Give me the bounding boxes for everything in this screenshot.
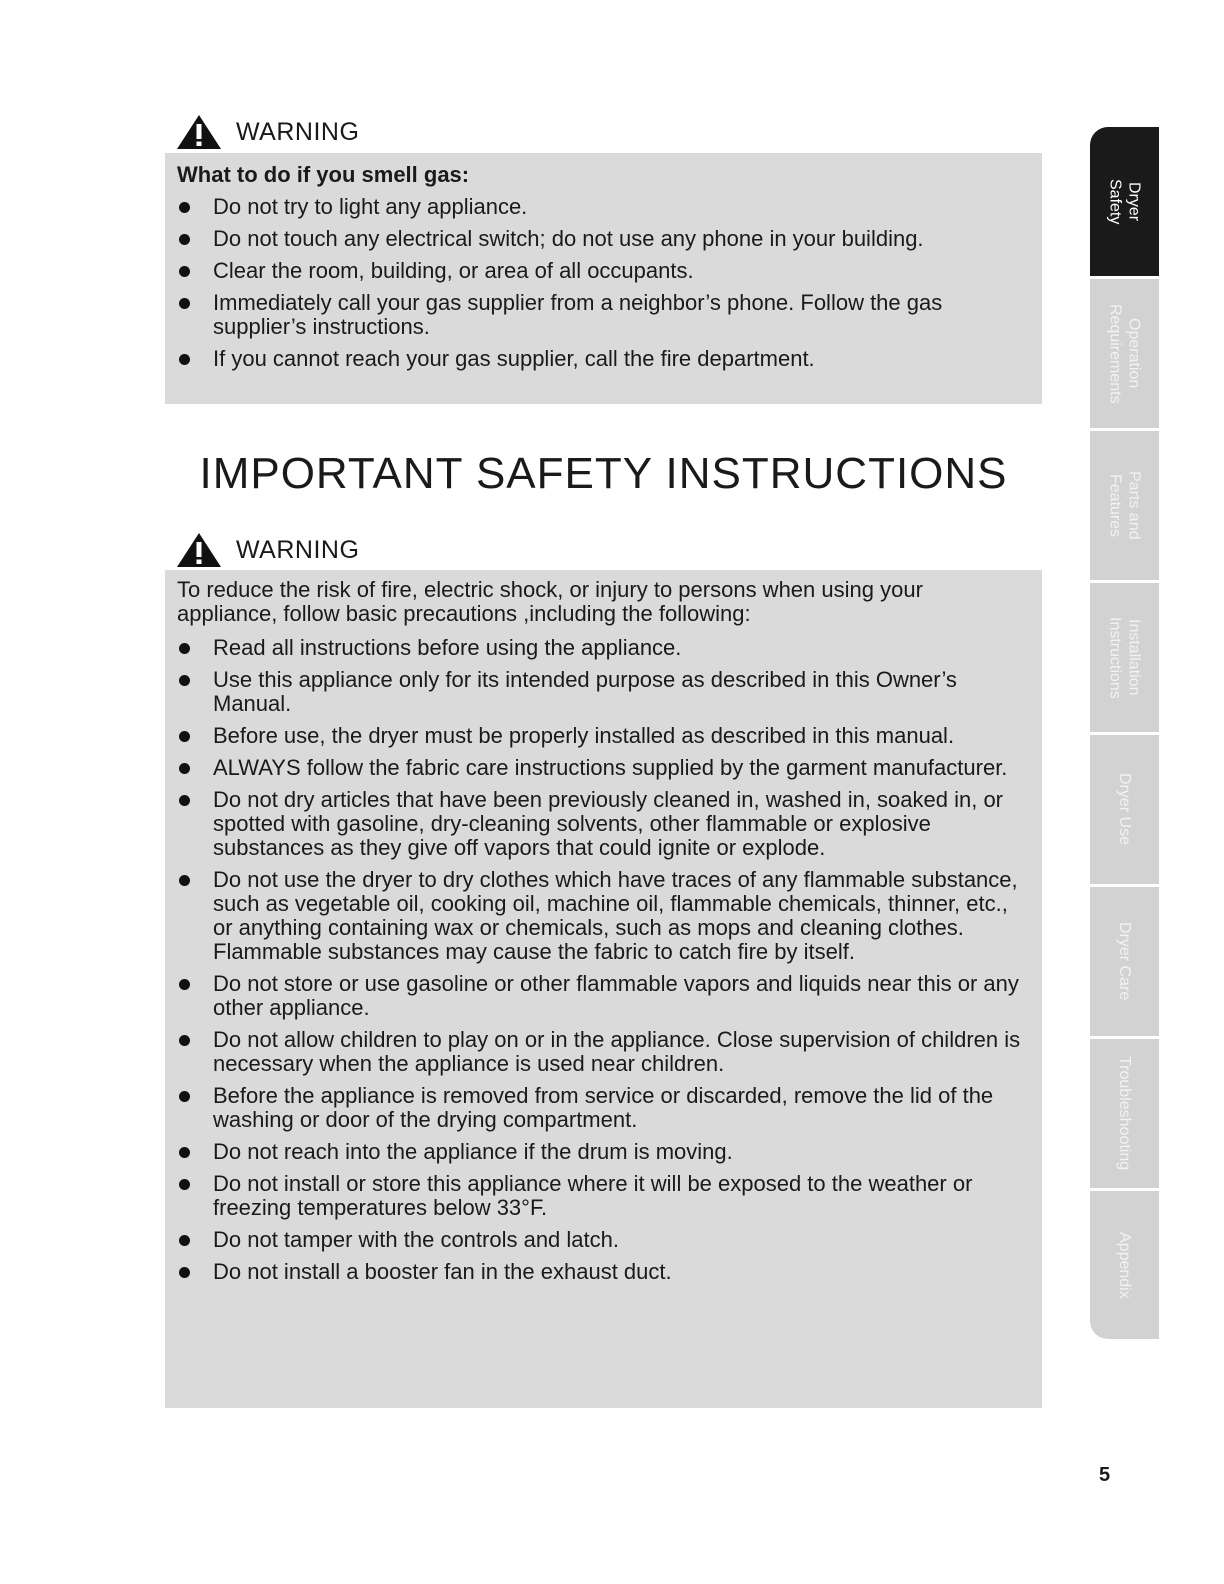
tab-dryer-use[interactable] (1090, 735, 1159, 884)
tab-troubleshooting[interactable] (1090, 1039, 1159, 1188)
tab-label: Operation Requirements (1106, 303, 1143, 404)
list-item: Do not use the dryer to dry clothes which have traces of any flammable substance, such as vegetable oil, cooking oil, machine oil, flammable chemicals, thinner, etc., or anything containing wax or chemicals, such as mops and cleaning clothes. Flammable substances may cause the fabric to catch fire by itself. (177, 868, 1026, 964)
safety-warning-intro: To reduce the risk of fire, electric shock, or injury to persons when using your appliance, follow basic precautions ,including the following: (177, 577, 923, 626)
tab-label: Troubleshooting (1116, 1056, 1133, 1171)
tab-dryer-safety[interactable] (1090, 127, 1159, 276)
warning-label: WARNING (236, 117, 360, 146)
list-item: Do not install a booster fan in the exhaust duct. (177, 1260, 1026, 1284)
list-item: Do not touch any electrical switch; do not use any phone in your building. (177, 227, 1026, 251)
list-item: Do not install or store this appliance where it will be exposed to the weather or freezing temperatures below 33°F. (177, 1172, 1026, 1220)
tab-label: Dryer Care (1116, 922, 1133, 1001)
list-item: Do not store or use gasoline or other flammable vapors and liquids near this or any other appliance. (177, 972, 1026, 1020)
safety-warning-heading (176, 532, 359, 568)
list-item: Before use, the dryer must be properly installed as described in this manual. (177, 724, 1026, 748)
list-item: Do not allow children to play on or in the appliance. Close supervision of children is necessary when the appliance is used near children. (177, 1028, 1026, 1076)
list-item: Use this appliance only for its intended purpose as described in this Owner’s Manual. (177, 668, 1026, 716)
tab-label: Parts and Features (1106, 471, 1143, 540)
list-item: Before the appliance is removed from service or discarded, remove the lid of the washing or door of the drying compartment. (177, 1084, 1026, 1132)
tab-operation-requirements[interactable] (1090, 279, 1159, 428)
safety-warning-box (165, 570, 1042, 1408)
tab-dryer-care[interactable] (1090, 887, 1159, 1036)
gas-warning-heading (176, 114, 359, 150)
tab-label: Dryer Safety (1106, 178, 1143, 225)
warning-label: WARNING (236, 535, 360, 564)
gas-warning-title: What to do if you smell gas: (177, 162, 470, 187)
tab-label: Dryer Use (1116, 773, 1133, 846)
list-item: Do not try to light any appliance. (177, 195, 1026, 219)
page-title: IMPORTANT SAFETY INSTRUCTIONS (199, 449, 1008, 498)
gas-warning-list (177, 195, 1026, 371)
warning-icon (176, 532, 222, 568)
list-item: ALWAYS follow the fabric care instructions supplied by the garment manufacturer. (177, 756, 1026, 780)
list-item: If you cannot reach your gas supplier, call the fire department. (177, 347, 1026, 371)
safety-warning-list (177, 636, 1026, 1284)
tab-label: Installation Instructions (1106, 616, 1143, 699)
page-number: 5 (1099, 1464, 1111, 1486)
tab-parts-and-features[interactable] (1090, 431, 1159, 580)
gas-warning-box (165, 153, 1042, 404)
list-item: Read all instructions before using the appliance. (177, 636, 1026, 660)
list-item: Do not tamper with the controls and latch. (177, 1228, 1026, 1252)
list-item: Clear the room, building, or area of all occupants. (177, 259, 1026, 283)
list-item: Do not reach into the appliance if the drum is moving. (177, 1140, 1026, 1164)
warning-icon (176, 114, 222, 150)
tab-label: Appendix (1116, 1231, 1133, 1299)
tab-appendix[interactable] (1090, 1191, 1159, 1339)
tab-installation-instructions[interactable] (1090, 583, 1159, 732)
list-item: Do not dry articles that have been previously cleaned in, washed in, soaked in, or spotted with gasoline, dry-cleaning solvents, other flammable or explosive substances as they give off vapors that could ignite or explode. (177, 788, 1026, 860)
list-item: Immediately call your gas supplier from a neighbor’s phone. Follow the gas supplier’s instructions. (177, 291, 1026, 339)
